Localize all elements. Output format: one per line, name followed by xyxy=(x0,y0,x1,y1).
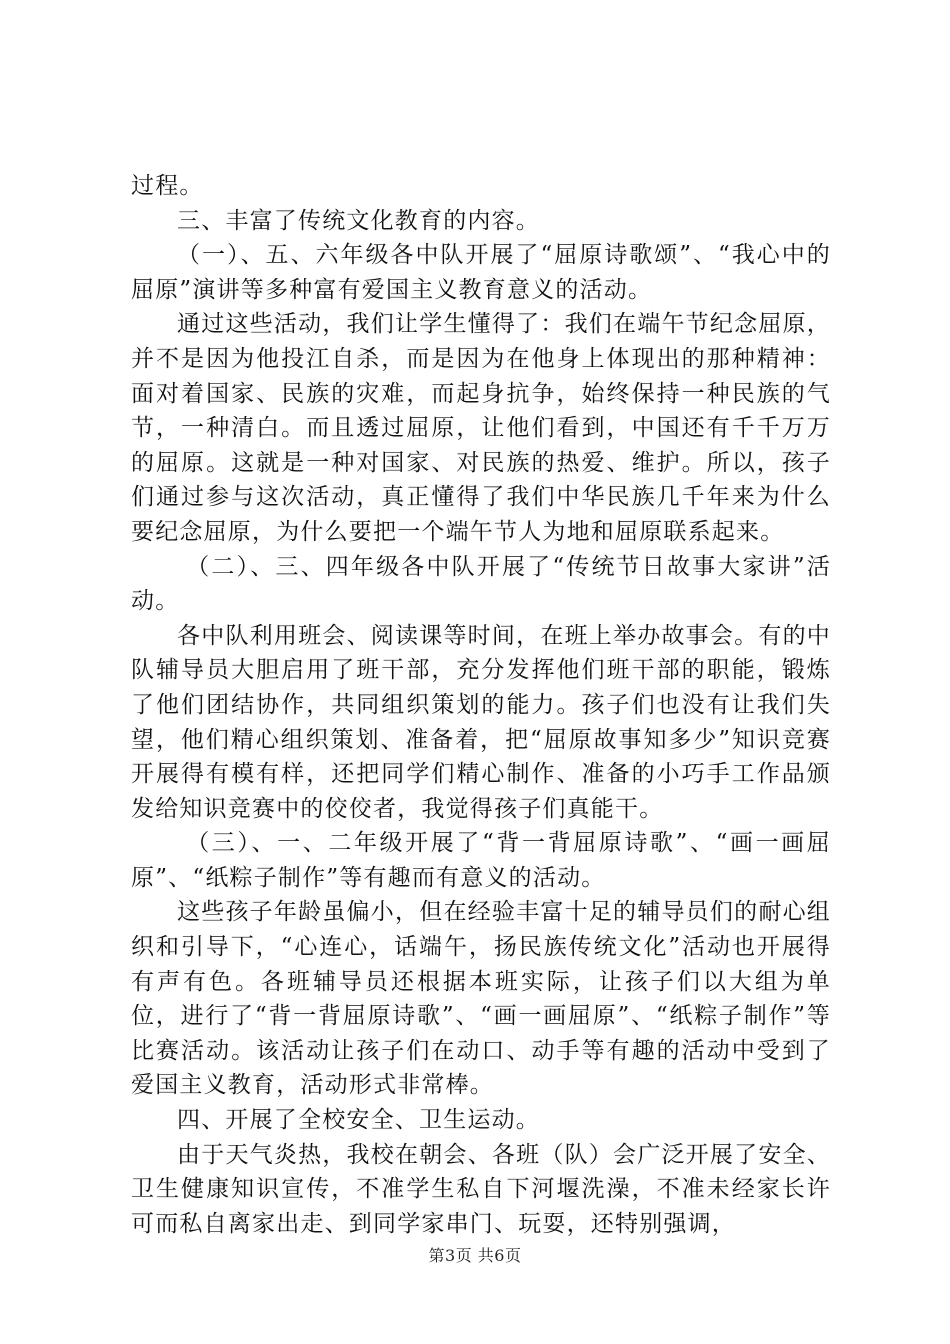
subsection-heading: （三）、一、二年级开展了“背一背屈原诗歌”、“画一画屈原”、“纸粽子制作”等有趣而有意义的活动。 xyxy=(131,830,831,891)
paragraph: 由于天气炎热，我校在朝会、各班（队）会广泛开展了安全、卫生健康知识宣传，不准学生私自下河堰洗澡，不准未经家长许可而私自离家出走、到同学家串门、玩耍，还特别强调， xyxy=(131,1141,831,1237)
page-number: 第3页 共6页 xyxy=(428,1246,522,1265)
paragraph: 这些孩子年龄虽偏小，但在经验丰富十足的辅导员们的耐心组织和引导下，“心连心，话端午，扬民族传统文化”活动也开展得有声有色。各班辅导员还根据本班实际，让孩子们以大组为单位，进行了“背一背屈原诗歌”、“画一画屈原”、“纸粽子制作”等比赛活动。该活动让孩子们在动口、动手等有趣的活动中受到了爱国主义教育，活动形式非常棒。 xyxy=(131,899,831,1099)
page-footer xyxy=(0,1243,950,1266)
subsection-heading: （二）、三、四年级各中队开展了“传统节日故事大家讲”活动。 xyxy=(131,553,831,615)
section-heading: 三、丰富了传统文化教育的内容。 xyxy=(177,207,540,234)
subsection-heading: （一）、五、六年级各中队开展了“屈原诗歌颂”、“我心中的屈原”演讲等多种富有爱国主义教育意义的活动。 xyxy=(131,242,831,303)
body-text xyxy=(131,169,831,1241)
paragraph: 各中队利用班会、阅读课等时间，在班上举办故事会。有的中队辅导员大胆启用了班干部，充分发挥他们班干部的职能，锻炼了他们团结协作，共同组织策划的能力。孩子们也没有让我们失望，他们精心组织策划、准备着，把“屈原故事知多少”知识竞赛开展得有模有样，还把同学们精心制作、准备的小巧手工作品颁发给知识竞赛中的佼佼者，我觉得孩子们真能干。 xyxy=(131,622,831,822)
section-heading: 四、开展了全校安全、卫生运动。 xyxy=(177,1107,540,1134)
paragraph: 过程。 xyxy=(131,173,204,199)
paragraph: 通过这些活动，我们让学生懂得了：我们在端午节纪念屈原，并不是因为他投江自杀，而是因为在他身上体现出的那种精神：面对着国家、民族的灾难，而起身抗争，始终保持一种民族的气节，一种清白。而且透过屈原，让他们看到，中国还有千千万万的屈原。这就是一种对国家、对民族的热爱、维护。所以，孩子们通过参与这次活动，真正懂得了我们中华民族几千年来为什么要纪念屈原，为什么要把一个端午节人为地和屈原联系起来。 xyxy=(131,311,831,545)
